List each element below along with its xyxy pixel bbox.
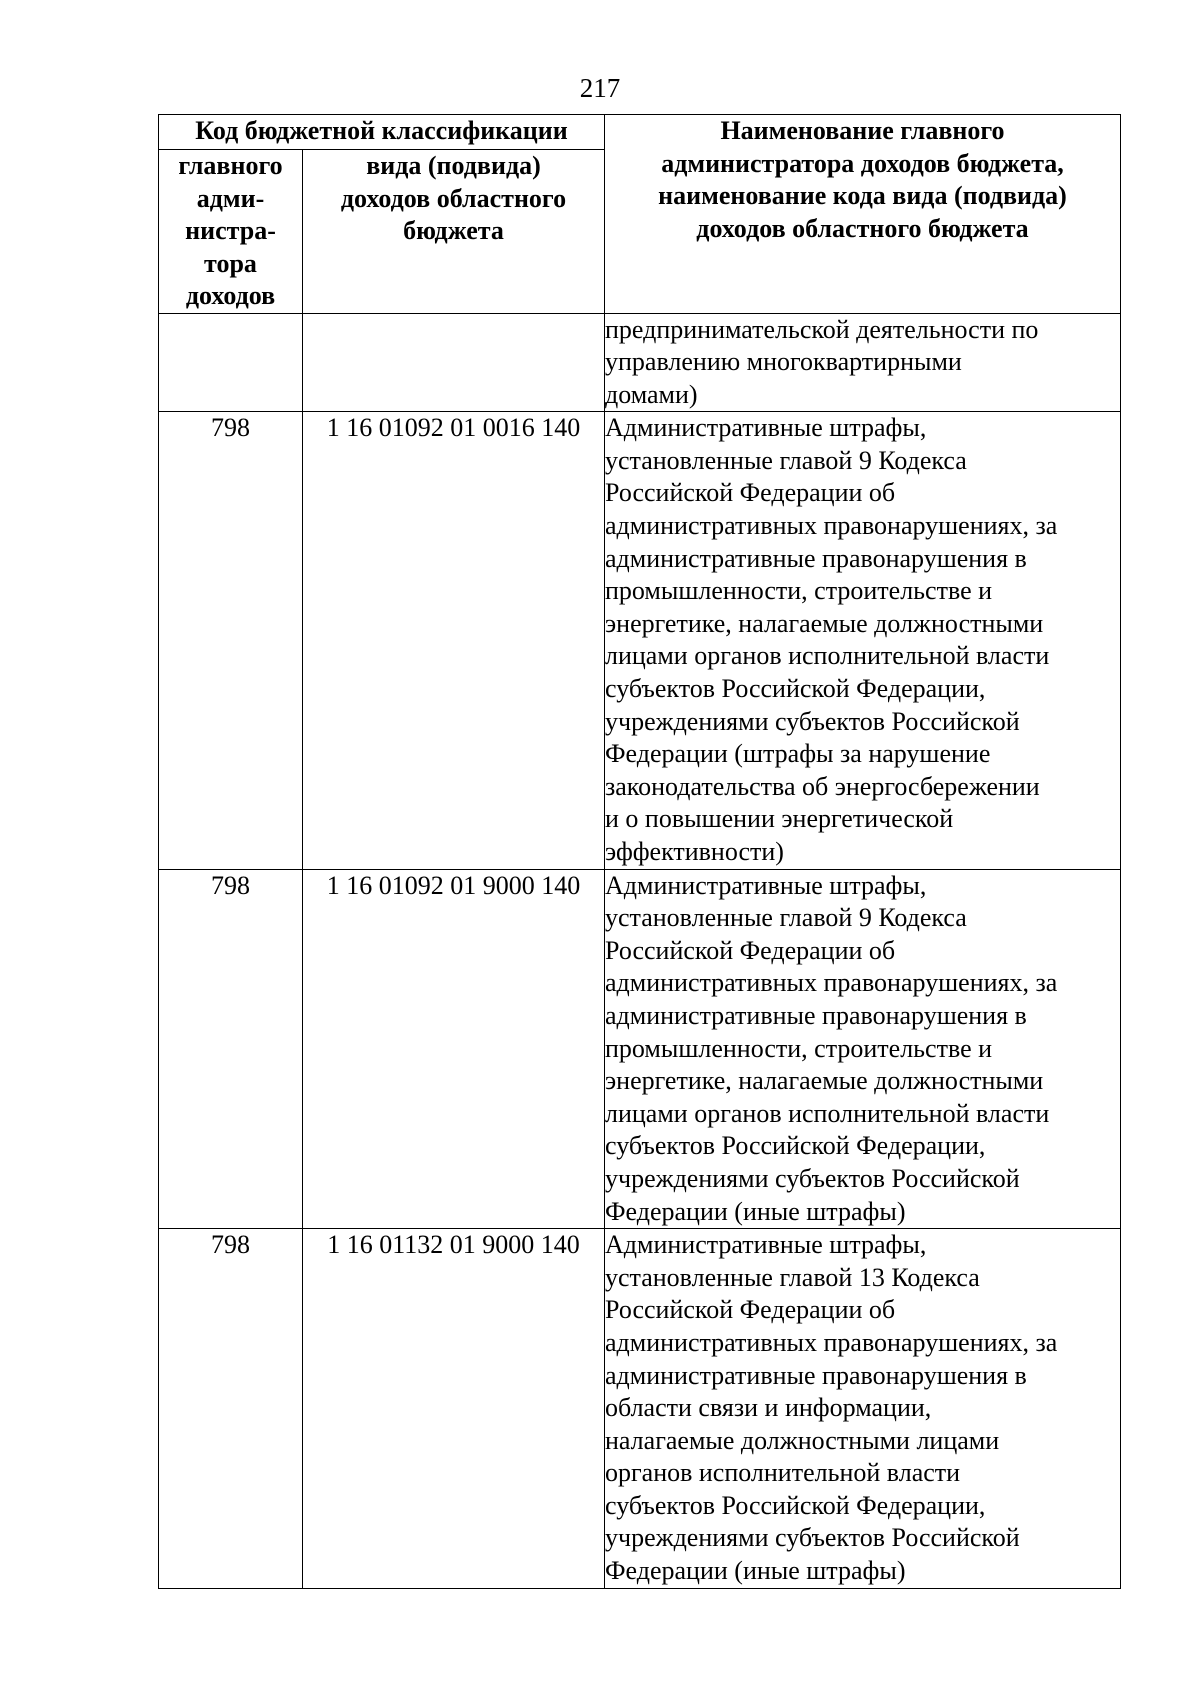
name-line: энергетике, налагаемые должностными bbox=[605, 608, 1044, 638]
income-code-cell: 1 16 01132 01 9000 140 bbox=[303, 1229, 605, 1589]
income-name-cell bbox=[605, 313, 1121, 412]
name-line: административных правонарушениях, за bbox=[605, 968, 1058, 998]
name-line: Федерации (иные штрафы) bbox=[605, 1196, 906, 1226]
name-line: Административные штрафы, bbox=[605, 1230, 927, 1260]
header-type-line: доходов областного bbox=[340, 183, 567, 213]
name-line: административные правонарушения в bbox=[605, 1000, 1027, 1030]
name-line: Административные штрафы, bbox=[605, 870, 927, 900]
name-line: Федерации (иные штрафы) bbox=[605, 1556, 906, 1586]
name-line: субъектов Российской Федерации, bbox=[605, 674, 986, 704]
name-line: административных правонарушениях, за bbox=[605, 1327, 1058, 1357]
name-line: административных правонарушениях, за bbox=[605, 511, 1058, 541]
admin-code-cell bbox=[159, 313, 303, 412]
table-row bbox=[159, 1229, 1121, 1589]
admin-code-cell: 798 bbox=[159, 869, 303, 1229]
table-row bbox=[159, 412, 1121, 869]
name-line: установленные главой 9 Кодекса bbox=[605, 903, 967, 933]
name-line: субъектов Российской Федерации, bbox=[605, 1490, 986, 1520]
name-line: и о повышении энергетической bbox=[605, 804, 954, 834]
header-chief-administrator bbox=[159, 150, 303, 314]
name-line: области связи и информации, bbox=[605, 1393, 932, 1423]
name-line: учреждениями субъектов Российской bbox=[605, 706, 1020, 736]
name-line: лицами органов исполнительной власти bbox=[605, 641, 1050, 671]
header-group-budget-code: Код бюджетной классификации bbox=[159, 115, 605, 150]
header-admin-line: тора bbox=[204, 248, 257, 278]
name-line: Российской Федерации об bbox=[605, 478, 896, 508]
name-line: налагаемые должностными лицами bbox=[605, 1425, 1000, 1455]
header-name-line: наименование кода вида (подвида) bbox=[658, 181, 1067, 210]
name-line: административные правонарушения в bbox=[605, 543, 1027, 573]
header-income-type bbox=[303, 150, 605, 314]
name-line: домами) bbox=[605, 379, 698, 409]
name-line: учреждениями субъектов Российской bbox=[605, 1163, 1020, 1193]
name-line: промышленности, строительстве и bbox=[605, 1033, 993, 1063]
name-line: учреждениями субъектов Российской bbox=[605, 1523, 1020, 1553]
name-line: установленные главой 13 Кодекса bbox=[605, 1262, 980, 1292]
name-line: предпринимательской деятельности по bbox=[605, 314, 1039, 344]
header-admin-line: нистра- bbox=[185, 216, 276, 245]
name-line: Российской Федерации об bbox=[605, 935, 896, 965]
header-admin-line: адми- bbox=[196, 183, 265, 213]
name-line: административные правонарушения в bbox=[605, 1360, 1027, 1390]
name-line: Российской Федерации об bbox=[605, 1295, 896, 1325]
income-code-cell: 1 16 01092 01 9000 140 bbox=[303, 869, 605, 1229]
name-line: Административные штрафы, bbox=[605, 413, 927, 443]
name-line: лицами органов исполнительной власти bbox=[605, 1098, 1050, 1128]
income-name-cell bbox=[605, 412, 1121, 869]
admin-code-cell: 798 bbox=[159, 1229, 303, 1589]
header-name-line: администратора доходов бюджета, bbox=[661, 148, 1064, 178]
name-line: установленные главой 9 Кодекса bbox=[605, 445, 967, 475]
income-code-cell: 1 16 01092 01 0016 140 bbox=[303, 412, 605, 869]
header-type-line: вида (подвида) bbox=[366, 151, 541, 180]
header-name-line: Наименование главного bbox=[720, 116, 1005, 145]
income-code-cell bbox=[303, 313, 605, 412]
header-admin-line: доходов bbox=[185, 281, 276, 310]
name-line: промышленности, строительстве и bbox=[605, 576, 993, 606]
header-admin-line: главного bbox=[178, 151, 283, 180]
name-line: энергетике, налагаемые должностными bbox=[605, 1066, 1044, 1096]
name-line: законодательства об энергосбережении bbox=[605, 771, 1040, 801]
header-name-line: доходов областного бюджета bbox=[696, 213, 1029, 243]
table-row bbox=[159, 313, 1121, 412]
name-line: органов исполнительной власти bbox=[605, 1458, 961, 1488]
income-name-cell bbox=[605, 869, 1121, 1229]
table-row bbox=[159, 869, 1121, 1229]
name-line: Федерации (штрафы за нарушение bbox=[605, 739, 991, 769]
name-line: эффективности) bbox=[605, 837, 784, 866]
admin-code-cell: 798 bbox=[159, 412, 303, 869]
income-name-cell bbox=[605, 1229, 1121, 1589]
name-line: управлению многоквартирными bbox=[605, 347, 962, 377]
header-type-line: бюджета bbox=[403, 216, 504, 245]
name-line: субъектов Российской Федерации, bbox=[605, 1131, 986, 1161]
page-number: 217 bbox=[579, 73, 621, 103]
header-admin-name bbox=[605, 115, 1121, 314]
budget-classification-table bbox=[158, 114, 1121, 1589]
